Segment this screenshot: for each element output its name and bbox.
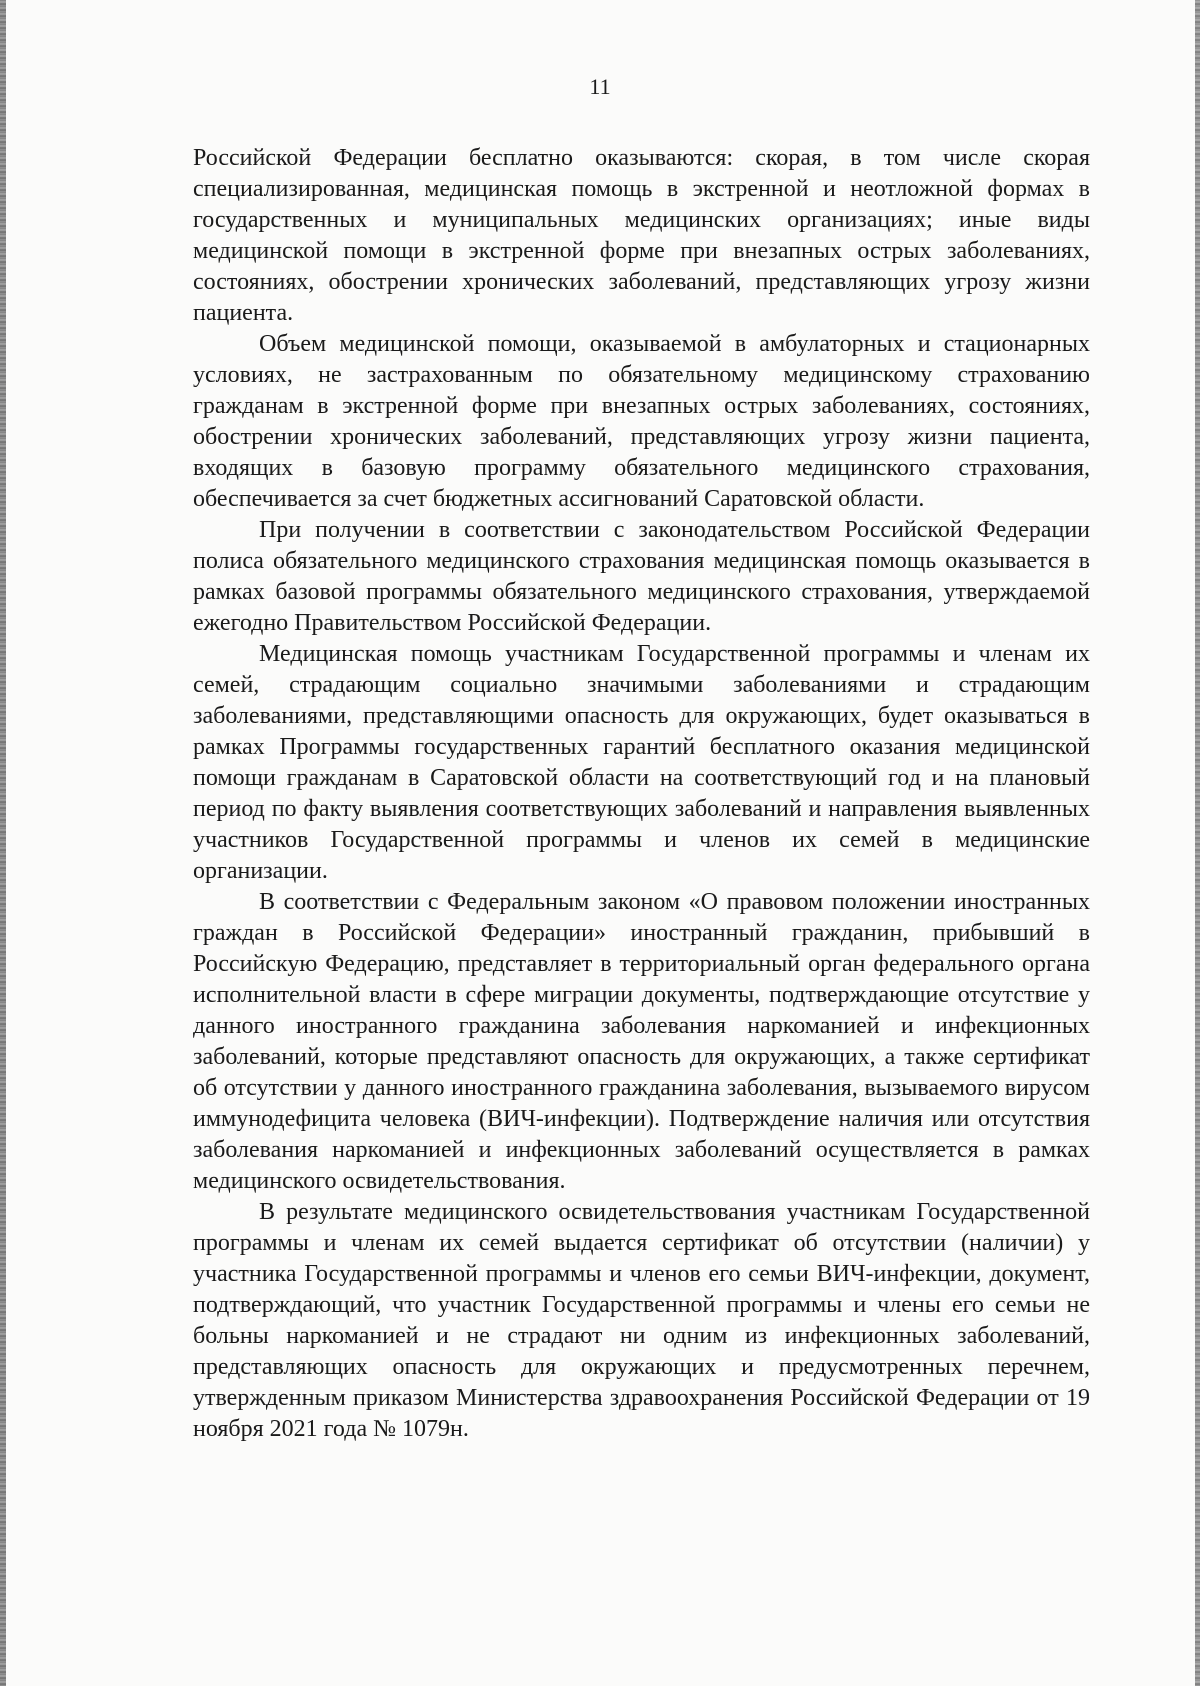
paragraph-1: Российской Федерации бесплатно оказываются: скорая, в том числе скорая специализированная, медицинская помощь в экстренной и неотложной формах в государственных и муниципальных медицинских организациях; иные виды медицинской помощи в экстренной форме при внезапных острых заболеваниях, состояниях, обострении хронических заболеваний, представляющих угрозу жизни пациента. [193,145,1090,326]
paragraph-3: При получении в соответствии с законодательством Российской Федерации полиса обязательного медицинского страхования медицинская помощь оказывается в рамках базовой программы обязательного медицинского страхования, утверждаемой ежегодно Правительством Российской Федерации. [193,517,1090,636]
paragraph-2: Объем медицинской помощи, оказываемой в амбулаторных и стационарных условиях, не застрахованным по обязательному медицинскому страхованию гражданам в экстренной форме при внезапных острых заболеваниях, состояниях, обострении хронических заболеваний, представляющих угрозу жизни пациента, входящих в базовую программу обязательного медицинского страхования, обеспечивается за счет бюджетных ассигнований Саратовской области. [193,331,1090,512]
document-body [193,143,1090,1445]
scan-edge-left [0,0,6,1686]
paragraph-6: В результате медицинского освидетельствования участникам Государственной программы и членам их семей выдается сертификат об отсутствии (наличии) у участника Государственной программы и членов его семьи ВИЧ-инфекции, документ, подтверждающий, что участник Государственной программы и члены его семьи не больны наркоманией и не страдают ни одним из инфекционных заболеваний, представляющих опасность для окружающих и предусмотренных перечнем, утвержденным приказом Министерства здравоохранения Российской Федерации от 19 ноября 2021 года № 1079н. [193,1199,1090,1442]
scan-edge-right [1195,0,1200,1686]
page-number: 11 [589,74,611,99]
paragraph-5: В соответствии с Федеральным законом «О правовом положении иностранных граждан в Российской Федерации» иностранный гражданин, прибывший в Российскую Федерацию, представляет в территориальный орган федерального органа исполнительной власти в сфере миграции документы, подтверждающие отсутствие у данного иностранного гражданина заболевания наркоманией и инфекционных заболеваний, которые представляют опасность для окружающих, а также сертификат об отсутствии у данного иностранного гражданина заболевания, вызываемого вирусом иммунодефицита человека (ВИЧ-инфекции). Подтверждение наличия или отсутствия заболевания наркоманией и инфекционных заболеваний осуществляется в рамках медицинского освидетельствования. [193,889,1090,1194]
paragraph-4: Медицинская помощь участникам Государственной программы и членам их семей, страдающим социально значимыми заболеваниями и страдающим заболеваниями, представляющими опасность для окружающих, будет оказываться в рамках Программы государственных гарантий бесплатного оказания медицинской помощи гражданам в Саратовской области на соответствующий год и на плановый период по факту выявления соответствующих заболеваний и направления выявленных участников Государственной программы и членов их семей в медицинские организации. [193,641,1090,884]
